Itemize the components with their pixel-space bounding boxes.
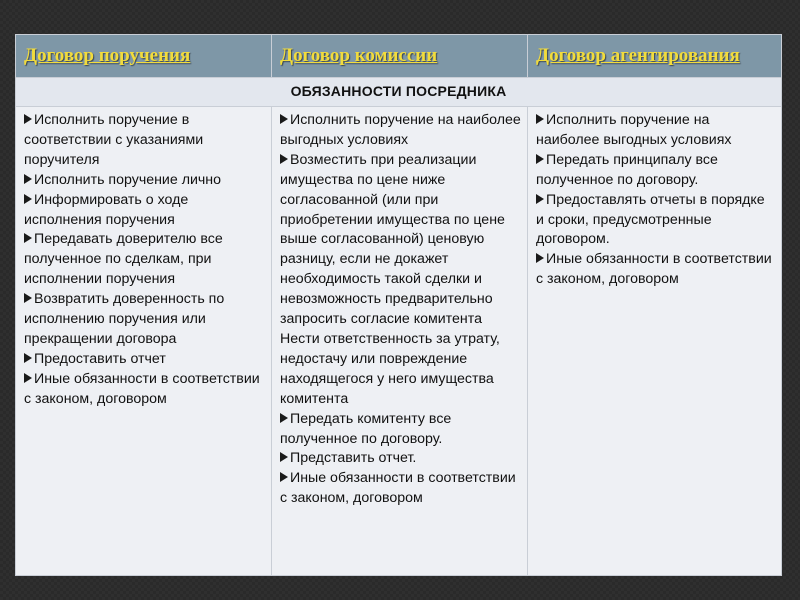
obligation-text: Исполнить поручение на наиболее выгодных условиях (536, 112, 732, 148)
arrow-bullet-icon (24, 353, 32, 363)
arrow-bullet-icon (280, 114, 288, 124)
obligation-text: Передать принципалу все полученное по договору. (536, 151, 718, 188)
section-cell (16, 78, 782, 107)
obligation-item (280, 449, 521, 469)
obligation-item (536, 250, 775, 290)
obligation-text: Исполнить поручение в соответствии с указаниями поручителя (24, 112, 204, 168)
obligations-cell-agency (16, 107, 272, 576)
obligation-text: Иные обязанности в соответствии с законом, договором (280, 470, 516, 507)
obligation-item (24, 350, 265, 370)
arrow-bullet-icon (536, 114, 544, 124)
header-agency-contract[interactable]: Договор поручения (24, 45, 191, 66)
arrow-bullet-icon (24, 293, 32, 303)
obligation-text: Предоставить отчет (34, 350, 166, 367)
obligation-item (280, 111, 521, 151)
obligation-item (536, 151, 775, 191)
obligation-text: Возвратить доверенность по исполнению поручения или прекращении договора (24, 291, 225, 347)
obligations-row (16, 107, 782, 576)
obligation-item (536, 191, 775, 251)
arrow-bullet-icon (24, 114, 32, 124)
obligations-list (16, 107, 271, 410)
obligation-item (24, 171, 265, 191)
obligation-text: Иные обязанности в соответствии с законом, договором (536, 251, 772, 288)
obligation-text: Возместить при реализации имущества по цене ниже согласованной (или при приобретении имущества по цене выше согласованной) ценовую разницу, если не докажет необходимость такой сделки и невозможность предварительно запросить согласие комитента Нести ответственность за утрату, недостачу или повреждение находящегося у него имущества комитента (280, 151, 505, 407)
obligation-item (280, 151, 521, 410)
arrow-bullet-icon (536, 253, 544, 263)
obligation-item (280, 410, 521, 450)
obligation-text: Представить отчет. (290, 450, 417, 467)
obligations-cell-agenting (528, 107, 782, 576)
obligation-text: Исполнить поручение лично (34, 171, 222, 188)
header-cell-agenting (528, 35, 782, 78)
obligation-text: Исполнить поручение на наиболее выгодных условиях (280, 112, 521, 148)
obligation-text: Иные обязанности в соответствии с законом, договором (24, 370, 260, 407)
obligation-text: Передать комитенту все полученное по договору. (280, 410, 452, 447)
obligation-text: Информировать о ходе исполнения поручения (24, 191, 189, 228)
obligations-list (528, 107, 781, 290)
obligation-item (24, 290, 265, 350)
obligations-list (272, 107, 527, 509)
obligations-cell-commission (272, 107, 528, 576)
obligation-text: Передавать доверителю все полученное по сделкам, при исполнении поручения (24, 231, 223, 288)
obligation-item (24, 191, 265, 231)
header-agenting-contract[interactable]: Договор агентирования (536, 45, 740, 66)
header-row (16, 35, 782, 78)
header-cell-commission (272, 35, 528, 78)
section-row (16, 78, 782, 107)
obligation-item (280, 469, 521, 509)
obligation-item (24, 230, 265, 290)
header-cell-agency (16, 35, 272, 78)
section-title: ОБЯЗАННОСТИ ПОСРЕДНИКА (290, 83, 507, 99)
header-commission-contract[interactable]: Договор комиссии (280, 45, 438, 66)
obligation-item (536, 111, 775, 151)
obligations-table (15, 34, 782, 576)
obligation-text: Предоставлять отчеты в порядке и сроки, предусмотренные договором. (536, 191, 765, 248)
obligation-item (24, 370, 265, 410)
arrow-bullet-icon (24, 373, 32, 383)
arrow-bullet-icon (280, 154, 288, 164)
arrow-bullet-icon (280, 413, 288, 423)
arrow-bullet-icon (280, 472, 288, 482)
arrow-bullet-icon (280, 452, 288, 462)
arrow-bullet-icon (24, 194, 32, 204)
arrow-bullet-icon (24, 233, 32, 243)
arrow-bullet-icon (24, 174, 32, 184)
arrow-bullet-icon (536, 194, 544, 204)
arrow-bullet-icon (536, 154, 544, 164)
obligation-item (24, 111, 265, 171)
